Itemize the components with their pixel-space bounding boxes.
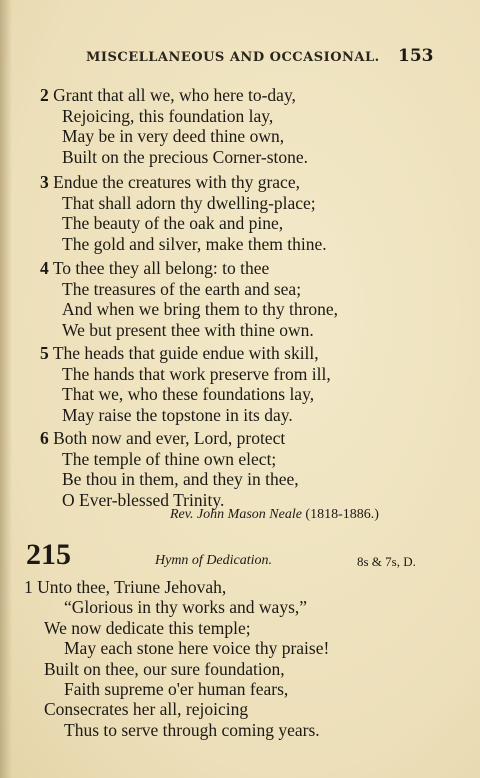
stanza-line [40,172,300,192]
hymn-line: Consecrates her all, rejoicing [44,699,249,720]
stanza-number: 3 [40,172,49,192]
stanza-line: The hands that work preserve from ill, [62,363,331,384]
stanza-line: Rejoicing, this foundation lay, [62,105,274,126]
stanza-line: May be in very deed thine own, [62,126,285,147]
stanza-line: The temple of thine own elect; [62,448,277,469]
page-gutter-shadow [0,0,12,778]
stanza-line: And when we bring them to thy throne, [62,299,339,320]
stanza-line-text: To thee they all belong: to thee [52,258,270,278]
stanza-line: That shall adorn thy dwelling-place; [62,192,316,213]
stanza-line-text: Both now and ever, Lord, protect [53,428,286,448]
stanza-number: 5 [40,343,49,363]
stanza-line-text: The heads that guide endue with skill, [52,343,319,363]
stanza-line: May raise the topstone in its day. [62,404,293,425]
author-name: Rev. John Mason Neale [170,507,302,522]
hymn-line: Thus to serve through coming years. [64,719,320,740]
stanza-number: 2 [40,85,49,105]
stanza-line: The treasures of the earth and sea; [62,278,302,299]
author-dates: (1818-1886.) [305,507,379,522]
stanza-line [40,85,296,105]
running-header-title: MISCELLANEOUS AND OCCASIONAL. [86,50,380,65]
hymn-meter: 8s & 7s, D. [357,554,416,569]
hymn-stanza-number: 1 [24,577,33,597]
stanza-line: O Ever-blessed Trinity. [62,489,225,510]
author-attribution [170,507,379,523]
hymn-line: May each stone here voice thy praise! [64,638,330,659]
stanza-line [40,258,269,278]
stanza-line [40,343,319,363]
stanza-line-text: Endue the creatures with thy grace, [53,172,300,192]
stanza-number: 6 [40,428,49,448]
stanza-line: That we, who these foundations lay, [62,384,315,405]
stanza-number: 4 [40,258,49,278]
page-number: 153 [398,46,434,66]
stanza-line: We but present thee with thine own. [62,319,314,340]
stanza-line: The beauty of the oak and pine, [62,213,284,234]
hymn-line: We now dedicate this temple; [44,617,251,638]
hymn-line: “Glorious in thy works and ways,” [64,597,308,618]
stanza-line: Be thou in them, and they in thee, [62,469,299,490]
stanza-line [40,428,285,448]
hymn-line: Built on thee, our sure foundation, [44,658,285,679]
hymn-line-text: Unto thee, Triune Jehovah, [37,577,227,597]
hymn-line [24,577,226,597]
stanza-line: Built on the precious Corner-stone. [62,146,309,167]
stanza-line-text: Grant that all we, who here to-day, [53,85,296,105]
hymn-number: 215 [26,538,71,571]
stanza-line: The gold and silver, make them thine. [62,233,327,254]
hymn-line: Faith supreme o'er human fears, [64,679,289,699]
hymn-title: Hymn of Dedication. [155,553,273,568]
